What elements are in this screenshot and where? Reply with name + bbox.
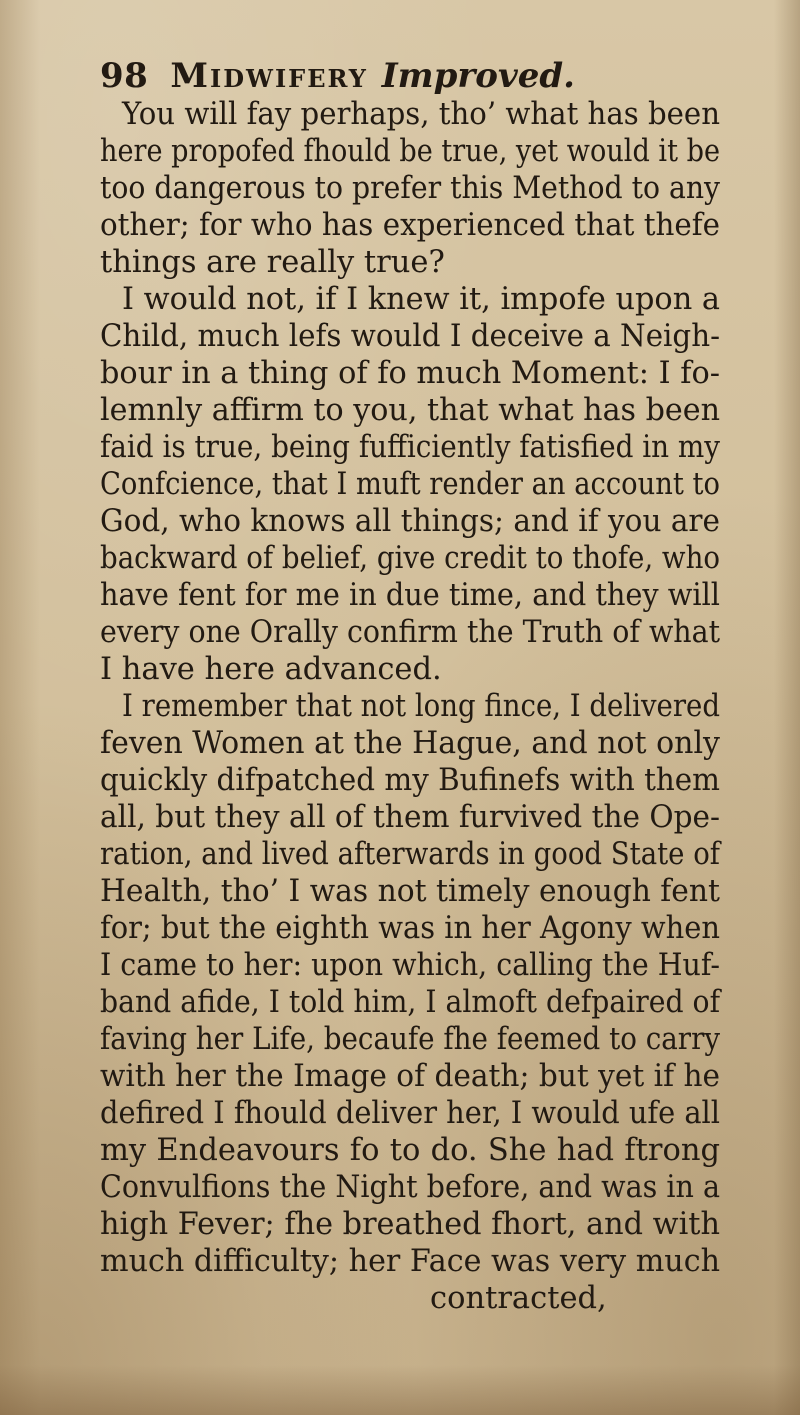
running-header [100, 56, 720, 96]
text-line: much difficulty; her Face was very much [100, 1244, 721, 1279]
page-shadow-bottom [0, 1365, 800, 1415]
text-line: here propofed fhould be true, yet would it be [100, 134, 720, 169]
text-line: God, who knows all things; and if you are [100, 504, 721, 539]
running-title [170, 56, 575, 96]
text-line: have fent for me in due time, and they will [100, 578, 720, 613]
text-line: things are really true? [100, 245, 445, 280]
text-line: backward of belief, give credit to thofe, who [100, 541, 721, 576]
text-line: ration, and lived afterwards in good State of [100, 837, 720, 872]
text-line: I have here advanced. [100, 652, 442, 687]
text-line: band afide, I told him, I almoft defpaired of [100, 985, 721, 1020]
body-text [100, 96, 720, 1317]
text-line: lemnly affirm to you, that what has been [100, 393, 721, 428]
text-line: faid is true, being fufficiently fatisfied in my [100, 430, 721, 465]
text-line: defired I fhould deliver her, I would ufe all [100, 1096, 720, 1131]
text-line: other; for who has experienced that thefe [100, 208, 721, 243]
text-block [100, 56, 720, 1317]
text-line: faving her Life, becaufe fhe feemed to carry [100, 1022, 721, 1057]
text-line: with her the Image of death; but yet if he [100, 1059, 721, 1094]
text-line: Confcience, that I muft render an account to [100, 467, 720, 502]
text-line: Child, much lefs would I deceive a Neigh- [100, 319, 720, 354]
page-number: 98 [100, 56, 149, 96]
running-title-main: Midwifery [170, 56, 368, 96]
text-line: Health, tho’ I was not timely enough fent [100, 874, 720, 909]
text-line: You will fay perhaps, tho’ what has been [122, 97, 720, 132]
text-line: high Fever; fhe breathed fhort, and with [100, 1207, 720, 1242]
text-line: quickly difpatched my Bufinefs with them [100, 763, 720, 798]
running-title-italic: Improved. [381, 56, 575, 96]
text-line: I would not, if I knew it, impofe upon a [122, 282, 720, 317]
text-line: I remember that not long fince, I delivered [122, 689, 720, 724]
catchword: contracted, [430, 1281, 607, 1316]
text-line: for; but the eighth was in her Agony when [100, 911, 721, 946]
text-line: too dangerous to prefer this Method to any [100, 171, 721, 206]
text-line: my Endeavours fo to do. She had ftrong [100, 1133, 720, 1168]
text-line: feven Women at the Hague, and not only [100, 726, 720, 761]
page-shadow-right [774, 0, 800, 1415]
text-line: bour in a thing of fo much Moment: I fo- [100, 356, 720, 391]
text-line: all, but they all of them furvived the Ope- [100, 800, 721, 835]
text-line: Convulfions the Night before, and was in a [100, 1170, 720, 1205]
text-line: I came to her: upon which, calling the Huf- [100, 948, 720, 983]
page-shadow-left [0, 0, 40, 1415]
text-line: every one Orally confirm the Truth of what [100, 615, 721, 650]
